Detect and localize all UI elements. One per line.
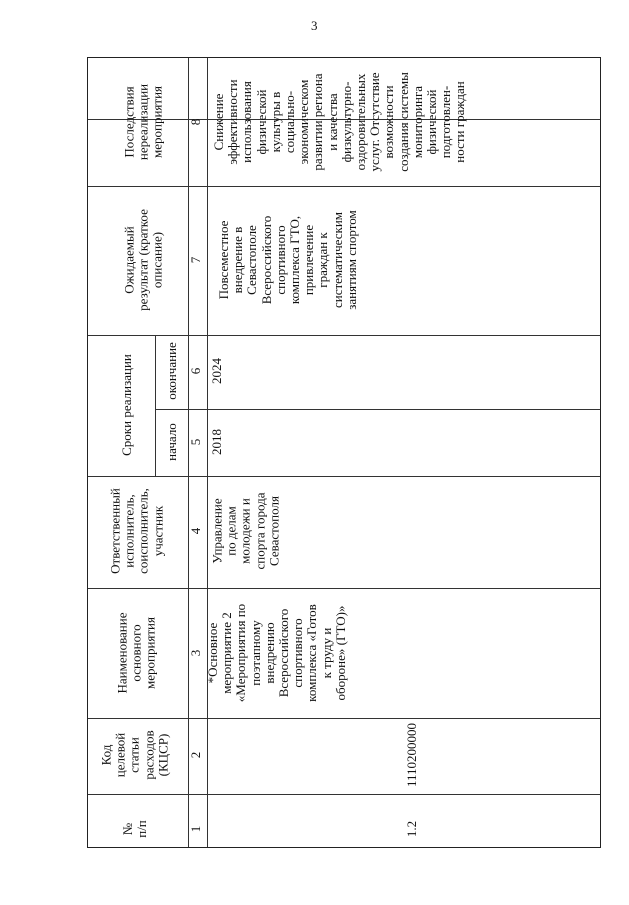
col6-col5-line [155, 409, 600, 410]
header-col7: Ожидаемый результат (краткое описание) [121, 209, 166, 311]
col-number-4: 4 [187, 527, 203, 535]
header-col8: Последствия нереализации мероприятия [121, 83, 166, 161]
col-number-5: 5 [187, 438, 203, 446]
row-end-year: 2024 [208, 358, 224, 384]
header-col2: Код целевой статьи расходов (КЦСР) [98, 730, 171, 780]
col4-col3-line [88, 588, 600, 589]
number-body-line [207, 58, 208, 847]
header-col3: Наименование основного мероприятия [114, 612, 159, 694]
row-executor: Управление по делам молодежи и спорта города Севастополя [209, 492, 282, 570]
row-index: 1.2 [403, 820, 419, 838]
col5-col4-line [88, 476, 600, 477]
col-number-3: 3 [187, 649, 203, 657]
page-number: 3 [311, 18, 318, 33]
header-col5-start: начало [163, 423, 179, 461]
row-kcsr: 1110200000 [403, 722, 419, 788]
col-number-8: 8 [187, 118, 203, 126]
col-number-6: 6 [187, 367, 203, 375]
col-number-1: 1 [187, 825, 203, 833]
col-number-7: 7 [187, 256, 203, 264]
col8-col7-line [88, 186, 600, 187]
col7-col6-line [88, 335, 600, 336]
header-col6-end: окончание [163, 342, 179, 400]
header-col4: Ответственный исполнитель, соисполнитель, участник [107, 488, 166, 574]
header-col1: № п/п [119, 820, 149, 838]
header-sroki: Сроки реализации [118, 354, 134, 456]
col3-col2-line [88, 718, 600, 719]
header-number-line [188, 58, 189, 847]
col-number-2: 2 [187, 751, 203, 759]
row-name: *Основное мероприятие 2 «Мероприятия по поэтапному внедрению Всероссийского спортивного комплекса «Готов к труду и обороне» (ГТО)» [204, 603, 348, 703]
sroki-sub-line [155, 335, 156, 476]
row-result: Повсеместное внедрение в Севастополе Всероссийского спортивного комплекса ГТО, привлечение граждан к систематическим занятиям спортом [215, 210, 359, 310]
row-consequence: Снижение эффективности использования физической культуры в социально- экономическом развитии региона и качества физкультурно- оздоровительных услуг. Отсутствие возможности создания системы мониторинга физической подготовлен- ности граждан [211, 72, 468, 172]
row-start-year: 2018 [208, 429, 224, 455]
col2-col1-line [88, 794, 600, 795]
